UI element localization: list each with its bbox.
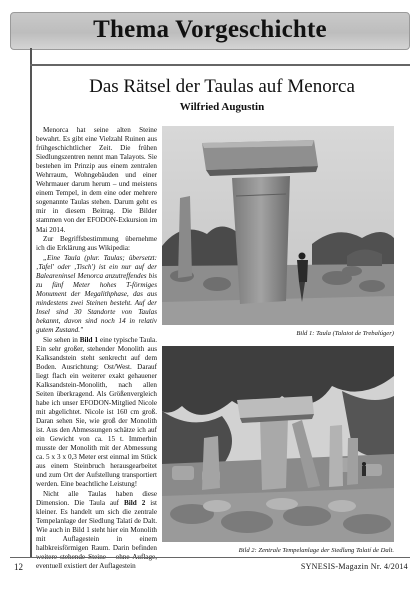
footer-rule — [10, 557, 410, 558]
figure-ref-2: Bild 2 — [124, 498, 146, 507]
paragraph-bild1 — [36, 336, 157, 490]
text-run: Nicht alle Taulas haben diese Dimension. Die Taula auf — [36, 489, 157, 507]
text-run: ist kleiner. Es handelt um sich die zentrale Tempelanlage der Siedlung Talatí de Dalt. Wie auch in Bild 1 steht hier ein Monolith mit Auflagestein in einem halbkreisförmigen Raum. Darin befinden eventuell existiert der Auflagestein — [36, 498, 157, 571]
figure-1-caption: Bild 1: Taula (Talaiot de Trebalúger) — [296, 330, 394, 337]
text-run: eine typische Taula. Ein sehr großer, stehender Monolith aus Kalksandstein steht senkrecht auf dem Boden. Ausrichtung: Ost/West. Darauf liegt flach ein weiterer exakt gehauener Kalksandstein-Monolith, nach allen Seiten überkragend. Als Größenvergleich habe ich unser EFODON-Mitglied Nicole mit abgelichtet. Nicole ist 160 cm groß. Daran sehen Sie, wie groß der Monolith ist. Aus den Abmessungen schätze ich auf ein Gewicht von ca. 15 t. Immerhin musste der Monolith mit der Abmessung ca. 5 x 3 x 0,3 Meter erst einmal im Stück aus einem Steinbruch herausgearbeitet und zum Ort der Aufstellung transportiert werden. Eine beachtliche Leistung! — [36, 335, 157, 489]
left-margin-rule — [30, 48, 32, 558]
paragraph-bild2 — [36, 490, 157, 571]
text-run: Sie sehen in — [43, 335, 80, 344]
paragraph-definition: Zur Begriffsbestimmung übernehme ich die Erklärung aus Wikipedia: — [36, 235, 157, 253]
figure-2-caption: Bild 2: Zentrale Tempelanlage der Siedlung Talatí de Dalt. — [238, 547, 394, 554]
wikipedia-quote: „Eine Taula (plur. Taulas; übersetzt: ‚Tafel' oder ‚Tisch') ist ein nur auf der Baleareninsel Menorca anzutreffendes bis zu fünf Meter hohes T-förmiges Monument der Megalithphase, das aus mindestens zwei Steinen besteht. Auf der Insel sind 30 Standorte von Taulas bekannt, davon sind noch 14 in relativ gutem Zustand." — [36, 253, 157, 335]
text-column — [36, 126, 157, 572]
magazine-issue: SYNESIS-Magazin Nr. 4/2014 — [300, 562, 408, 571]
article-title: Das Rätsel der Taulas auf Menorca — [89, 76, 355, 97]
paragraph-intro: Menorca hat seine alten Steine bewahrt. Es gibt eine Vielzahl Ruinen aus frühgeschichtlicher Zeit. Die frühen Siedlungszentren nennt man Talayots. Sie bestehen im Prinzip aus einem zentralen Wehrraum, Wohngebäuden und einer Wehrmauer darum herum – und meistens einem Tempel, in dem eine oder mehrere sogenannte Taulas stehen. Darum geht es mir in diesem Beitrag. Die Bilder stammen von der EFODON-Exkursion im Mai 2014. — [36, 126, 157, 234]
top-rule — [30, 64, 410, 66]
photo-taula-trebaluger — [162, 126, 394, 325]
section-header-band — [10, 12, 410, 50]
figure-ref-1: Bild 1 — [79, 335, 99, 344]
page-number: 12 — [14, 562, 23, 572]
article-author: Wilfried Augustin — [179, 101, 265, 113]
section-title: Thema Vorgeschichte — [93, 16, 327, 43]
photo-talati-de-dalt — [162, 346, 394, 542]
